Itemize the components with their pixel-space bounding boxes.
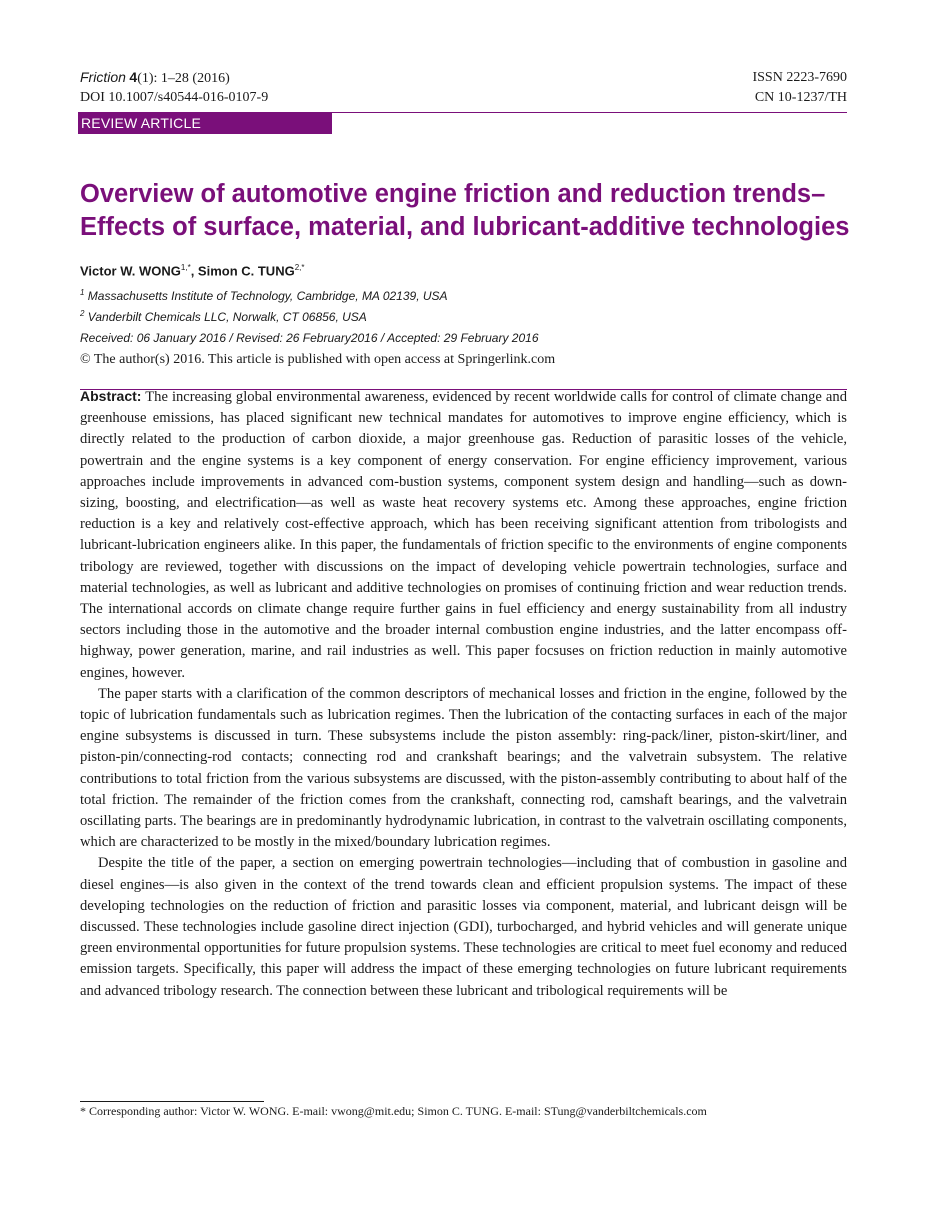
author-name: Victor W. WONG — [80, 263, 181, 279]
header-line-1 — [80, 69, 847, 87]
author-mark: 2,* — [294, 263, 305, 272]
author-list: Victor W. $WONG^{1,*}$, Simon C. $TUNG^{2,*}$ — [80, 263, 305, 279]
affiliation-1: $^1$ Massachusetts Institute of Technology, Cambridge, MA 02139, USA — [80, 288, 448, 303]
abstract-label: Abstract: — [80, 388, 142, 404]
footnote-rule — [80, 1101, 264, 1102]
abstract — [80, 386, 847, 1002]
corresponding-author-footnote: * Corresponding author: Victor W. WONG. E-mail: vwong@mit.edu; Simon C. TUNG. E-mail: STung@vanderbiltchemicals.com — [80, 1104, 707, 1118]
abstract-paragraph: Despite the title of the paper, a section on emerging powertrain technologies—including that of combustion in gasoline and diesel engines—is also given in the context of the trend towards clean and efficient propulsion systems. The impact of these developing technologies on the reduction of friction and parasitic losses via component, material, and lubricant deisgn will be discussed. These technologies include gasoline direct injection (GDI), turbocharged, and hybrid vehicles and will generate unique green environmental opportunities for future propulsion systems. These technologies are critical to meet fuel economy and reduced emission targets. Specifically, this paper will address the impact of these emerging technologies on future lubricant requirements and advanced tribology research. The connection between these lubricant and tribological requirements will be — [80, 855, 847, 999]
author-name: Simon C. TUNG — [197, 263, 295, 279]
doi: DOI 10.1007/s40544-016-0107-9 — [80, 90, 269, 105]
article-type-badge: REVIEW ARTICLE — [78, 112, 332, 134]
issn: ISSN 2223-7690 — [752, 70, 847, 85]
abstract-paragraph: The paper starts with a clarification of the common descriptors of mechanical losses and friction in the engine, followed by the topic of lubrication fundamentals such as lubrication regimes. Then the lubrication of the contacting surfaces in each of the major engine subsystems is discussed in turn. These subsystems include the piston assembly: ring-pack/liner, piston-skirt/liner, and piston-pin/connecting-rod contacts; connecting rod and crankshaft bearings; and the valvetrain subsystem. The relative contributions to total friction from the various subsystems are discussed, with the piston-assembly contributing to about half of the total friction. The remainder of the friction comes from the crankshaft, connecting rod, camshaft bearings, and the valvetrain oscillating parts. The bearings are in predominantly hydrodynamic lubrication, in contrast to the valvetrain oscillating components, which are characterized to be mostly in the mixed/boundary lubrication regimes. — [80, 685, 847, 851]
author-mark: 1,* — [180, 263, 191, 272]
copyright-notice: © The author(s) 2016. This article is published with open access at Springerlink.com — [80, 352, 556, 367]
abstract-paragraph: Abstract: The increasing global environmental awareness, evidenced by recent worldwide calls for control of climate change and greenhouse emissions, has placed significant new technical mandates for automotives to improve engine efficiency, which is directly related to the production of carbon dioxide, a major greenhouse gas. Reduction of parasitic losses of the vehicle, powertrain and the engine systems is a key component of energy conservation. For engine efficiency improvement, various approaches include improvements in advanced com-bustion systems, component system design and handling—such as down-sizing, boosting, and electrification—as well as waste heat recovery systems etc. Among these approaches, engine friction reduction is a key and relatively cost-effective approach, which has been receiving significant attention from tribologists and lubricant-lubrication engineers alike. In this paper, the fundamentals of friction specific to the environments of engine components tribology are reviewed, together with discussions on the impact of developing vehicle powertrain technologies, surface and material technologies, as well as lubricant and additive technologies on promises of continuing friction and wear reduction trends. The international accords on climate change require further gains in fuel efficiency and energy sustainability from all industry sectors including those in the automotive and the broader internal combustion engine industries, and the latter encompass off-highway, power generation, marine, and rail industries as well. This paper focsuses on friction reduction in mainly automotive engines, however. — [80, 388, 847, 681]
journal-volume: 4 — [129, 69, 138, 85]
citation — [80, 69, 230, 87]
article-title: Overview of automotive engine friction and reduction trends–Effects of surface, material, and lubricant-additive technologies — [80, 180, 850, 241]
article-dates: Received: 06 January 2016 / Revised: 26 February2016 / Accepted: 29 February 2016 — [80, 331, 539, 345]
header-line-2 — [80, 89, 847, 106]
affiliation-2: $^2$ Vanderbilt Chemicals LLC, Norwalk, CT 06856, USA — [80, 309, 367, 324]
journal-name: Friction — [80, 69, 126, 85]
cn-number: CN 10-1237/TH — [754, 90, 847, 105]
issue-pages: (1): 1–28 (2016) — [137, 71, 230, 86]
